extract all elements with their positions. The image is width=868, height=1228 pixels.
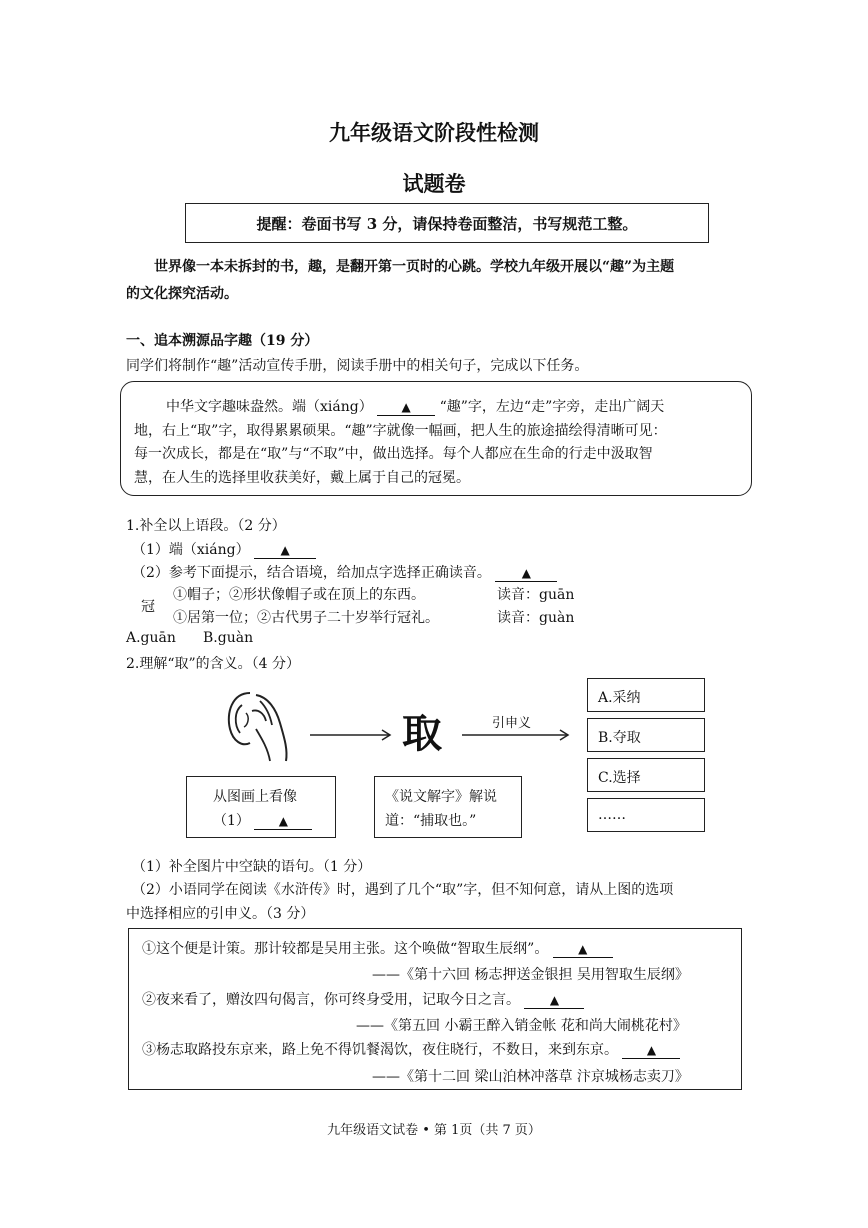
- q2-sub2-line-2: 中选择相应的引申义。（3 分）: [126, 906, 315, 922]
- q1-option-b[interactable]: B.guàn: [203, 630, 254, 646]
- q1-title: 1.补全以上语段。（2 分）: [126, 518, 286, 534]
- passage-line-2: 地，右上“取”字，取得累累硕果。“趣”字就像一幅画，把人生的旅途描绘得清晰可见：: [134, 423, 667, 439]
- q1-sub2: [132, 562, 557, 582]
- q1-sub1: [132, 539, 316, 559]
- passage-blank[interactable]: [377, 400, 435, 416]
- blank-triangle-icon: ▲: [280, 543, 290, 557]
- quote-2: [142, 989, 584, 1009]
- q1-sub1-blank[interactable]: [254, 543, 316, 559]
- quote-3: [142, 1039, 680, 1059]
- q1-sub2-label: （2）参考下面提示，结合语境，给加点字选择正确读音。: [132, 565, 491, 581]
- meaning-option-more: [587, 798, 705, 832]
- meaning-option-b[interactable]: [587, 718, 705, 752]
- passage-line-1: [166, 396, 664, 416]
- quote-2-source: ——《第五回 小霸王醉入销金帐 花和尚大闹桃花村》: [356, 1018, 687, 1034]
- guan-read-1: 读音：guān: [497, 587, 575, 603]
- reminder-text: 提醒：卷面书写 3 分，请保持卷面整洁，书写规范工整。: [256, 215, 638, 233]
- quote-3-blank[interactable]: [622, 1043, 680, 1059]
- shuowen-l1: 《说文解字》解说: [385, 789, 497, 805]
- q1-sub1-label: （1）端（xiáng）: [132, 542, 250, 558]
- quote-1-source: ——《第十六回 杨志押送金银担 吴用智取生辰纲》: [372, 967, 689, 983]
- q2-sub1: （1）补全图片中空缺的语句。（1 分）: [132, 859, 372, 875]
- guan-def-1: ①帽子；②形状像帽子或在顶上的东西。: [173, 587, 425, 603]
- q1-sub2-blank[interactable]: [495, 566, 557, 582]
- blank-triangle-icon: ▲: [278, 814, 288, 828]
- passage-line-4: 慧，在人生的选择里收获美好，戴上属于自己的冠冕。: [134, 470, 470, 486]
- picture-explain-label: （1）: [213, 813, 250, 829]
- q2-sub2-line-1: （2）小语同学在阅读《水浒传》时，遇到了几个“取”字，但不知何意，请从上图的选项: [132, 882, 674, 898]
- shuowen-box: [374, 776, 522, 838]
- quote-1: [142, 938, 613, 958]
- reminder-box: [185, 203, 709, 243]
- blank-triangle-icon: ▲: [521, 566, 531, 580]
- blank-triangle-icon: ▲: [578, 942, 588, 956]
- passage-line-1a: 中华文字趣味盎然。端（xiáng）: [166, 399, 373, 415]
- page-footer: 九年级语文试卷 • 第 1页（共 7 页）: [327, 1123, 541, 1138]
- blank-triangle-icon: ▲: [549, 993, 560, 1007]
- q1-option-a[interactable]: A.guān: [126, 630, 176, 646]
- intro-line-1: 世界像一本未拆封的书，趣，是翻开第一页时的心跳。学校九年级开展以“趣”为主题: [154, 259, 675, 275]
- guan-read-2: 读音：guàn: [497, 610, 575, 626]
- meaning-option-a[interactable]: [587, 678, 705, 712]
- blank-triangle-icon: ▲: [401, 400, 411, 414]
- quote-1-blank[interactable]: [553, 942, 613, 958]
- qu-big-char: 取: [402, 710, 442, 757]
- shuowen-l2: 道：“捕取也。”: [385, 813, 477, 829]
- picture-explain-box: [186, 776, 336, 838]
- intro-line-2: 的文化探究活动。: [126, 286, 238, 302]
- ear-hand-drawing: [220, 685, 300, 765]
- meaning-option-c[interactable]: [587, 758, 705, 792]
- quote-3-text: ③杨志取路投东京来，路上免不得饥餐渴饮，夜住晓行，不数日，来到东京。: [142, 1042, 618, 1058]
- page-subtitle: 试题卷: [402, 171, 466, 196]
- meaning-option-more-label: ……: [598, 807, 626, 823]
- picture-explain-l1: 从图画上看像: [213, 789, 297, 805]
- quote-3-source: ——《第十二回 梁山泊林冲落草 汴京城杨志卖刀》: [372, 1069, 689, 1085]
- passage-line-1b: “趣”字，左边“走”字旁，走出广阔天: [439, 399, 665, 415]
- meaning-option-b-label: B.夺取: [598, 730, 641, 746]
- picture-explain-blank[interactable]: [254, 814, 312, 830]
- guan-def-2: ①居第一位；②古代男子二十岁举行冠礼。: [173, 610, 439, 626]
- arrow-right-icon: [462, 728, 574, 742]
- page-title: 九年级语文阶段性检测: [329, 120, 539, 145]
- quote-1-text: ①这个便是计策。那计较都是吴用主张。这个唤做“智取生辰纲”。: [142, 941, 549, 957]
- section-heading: 一、追本溯源品字趣（19 分）: [126, 333, 319, 349]
- picture-explain-l2: [213, 810, 312, 830]
- meaning-option-a-label: A.采纳: [598, 690, 641, 706]
- blank-triangle-icon: ▲: [646, 1043, 657, 1057]
- section-instruction: 同学们将制作“趣”活动宣传手册，阅读手册中的相关句子，完成以下任务。: [126, 358, 589, 374]
- quote-2-blank[interactable]: [524, 993, 584, 1009]
- arrow-right-icon: [310, 728, 395, 742]
- guan-char: 冠: [141, 599, 155, 615]
- passage-line-3: 每一次成长，都是在“取”与“不取”中，做出选择。每个人都应在生命的行走中汲取智: [134, 446, 653, 462]
- arrow-label: 引申义: [492, 716, 532, 731]
- q2-title: 2.理解“取”的含义。（4 分）: [126, 656, 301, 672]
- meaning-option-c-label: C.选择: [598, 770, 641, 786]
- quote-2-text: ②夜来看了，赠汝四句偈言，你可终身受用，记取今日之言。: [142, 992, 520, 1008]
